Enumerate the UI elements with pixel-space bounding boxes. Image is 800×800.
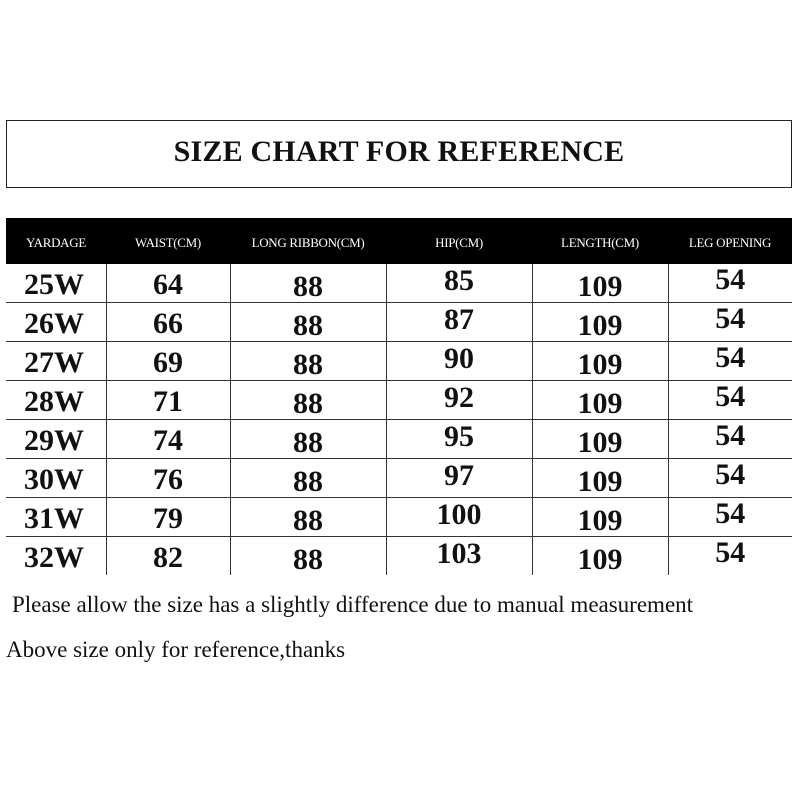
cell-waist [106, 420, 230, 459]
cell-length-value: 109 [577, 543, 623, 576]
cell-long-ribbon-value: 88 [293, 348, 323, 381]
cell-waist [106, 381, 230, 420]
cell-long-ribbon [230, 381, 386, 420]
header-leg-opening: LEG OPENING [668, 218, 792, 264]
note-reference-only: Above size only for reference,thanks [6, 637, 346, 662]
table-header [6, 218, 792, 264]
cell-length [532, 498, 668, 537]
cell-long-ribbon-value: 88 [293, 309, 323, 342]
cell-leg-opening-value: 54 [715, 458, 746, 491]
cell-leg-opening [668, 420, 792, 459]
cell-hip-value: 100 [436, 498, 482, 531]
cell-waist [106, 459, 230, 498]
note-measurement-disclaimer: Please allow the size has a slightly difference due to manual measurement [12, 592, 694, 617]
cell-hip-value: 85 [444, 264, 474, 297]
cell-yardage-value: 25W [24, 268, 84, 301]
cell-yardage [6, 498, 106, 537]
table-body [6, 264, 792, 575]
cell-yardage-value: 27W [24, 346, 84, 379]
page-title: SIZE CHART FOR REFERENCE [173, 135, 625, 168]
cell-yardage-value: 28W [24, 385, 84, 418]
cell-hip [386, 303, 532, 342]
cell-waist [106, 498, 230, 537]
cell-leg-opening-value: 54 [715, 497, 746, 530]
cell-long-ribbon-value: 88 [293, 504, 323, 537]
cell-length [532, 381, 668, 420]
cell-length [532, 342, 668, 381]
cell-waist-value: 64 [153, 268, 183, 301]
cell-waist-value: 69 [153, 346, 183, 379]
cell-yardage-value: 31W [24, 502, 84, 535]
size-chart-table [6, 218, 792, 575]
cell-long-ribbon [230, 342, 386, 381]
cell-hip [386, 498, 532, 537]
cell-waist [106, 264, 230, 303]
cell-yardage-value: 30W [24, 463, 84, 496]
cell-length-value: 109 [577, 504, 623, 537]
title-box [6, 120, 792, 188]
cell-yardage [6, 381, 106, 420]
table-row [6, 420, 792, 459]
cell-leg-opening-value: 54 [715, 302, 746, 335]
header-long-ribbon: LONG RIBBON(CM) [230, 218, 386, 264]
table-row [6, 498, 792, 537]
cell-hip-value: 87 [444, 303, 474, 336]
cell-length [532, 420, 668, 459]
cell-waist-value: 66 [153, 307, 183, 340]
cell-hip [386, 459, 532, 498]
header-hip: HIP(CM) [386, 218, 532, 264]
cell-long-ribbon-value: 88 [293, 270, 323, 303]
cell-length-value: 109 [577, 270, 623, 303]
cell-length [532, 459, 668, 498]
cell-waist-value: 82 [153, 541, 183, 574]
cell-length-value: 109 [577, 387, 623, 420]
header-length: LENGTH(CM) [532, 218, 668, 264]
header-yardage: YARDAGE [6, 218, 106, 264]
table-row [6, 342, 792, 381]
cell-length-value: 109 [577, 309, 623, 342]
cell-long-ribbon-value: 88 [293, 543, 323, 576]
table-row [6, 303, 792, 342]
cell-long-ribbon [230, 498, 386, 537]
cell-leg-opening-value: 54 [715, 380, 746, 413]
cell-hip-value: 90 [444, 342, 474, 375]
cell-yardage-value: 26W [24, 307, 84, 340]
cell-leg-opening-value: 54 [715, 341, 746, 374]
cell-leg-opening [668, 342, 792, 381]
cell-leg-opening-value: 54 [715, 419, 746, 452]
cell-yardage [6, 537, 106, 576]
header-row [6, 218, 792, 264]
cell-hip-value: 103 [436, 537, 482, 570]
cell-length [532, 537, 668, 576]
cell-leg-opening-value: 54 [715, 536, 746, 569]
cell-leg-opening [668, 498, 792, 537]
cell-hip [386, 420, 532, 459]
cell-yardage [6, 459, 106, 498]
cell-waist-value: 74 [153, 424, 183, 457]
cell-long-ribbon [230, 303, 386, 342]
cell-hip [386, 264, 532, 303]
cell-hip-value: 95 [444, 420, 474, 453]
table-row [6, 381, 792, 420]
cell-waist [106, 342, 230, 381]
cell-long-ribbon [230, 537, 386, 576]
cell-waist [106, 303, 230, 342]
cell-long-ribbon [230, 420, 386, 459]
cell-leg-opening [668, 381, 792, 420]
cell-long-ribbon-value: 88 [293, 426, 323, 459]
cell-length [532, 264, 668, 303]
cell-waist [106, 537, 230, 576]
cell-leg-opening [668, 303, 792, 342]
cell-waist-value: 71 [153, 385, 183, 418]
cell-yardage-value: 29W [24, 424, 84, 457]
table-row [6, 537, 792, 576]
cell-hip [386, 342, 532, 381]
cell-leg-opening-value: 54 [715, 263, 746, 296]
cell-hip-value: 92 [444, 381, 474, 414]
table-row [6, 459, 792, 498]
cell-leg-opening [668, 459, 792, 498]
cell-leg-opening [668, 537, 792, 576]
cell-long-ribbon-value: 88 [293, 465, 323, 498]
cell-yardage-value: 32W [24, 541, 84, 574]
cell-hip [386, 537, 532, 576]
cell-long-ribbon-value: 88 [293, 387, 323, 420]
cell-leg-opening [668, 264, 792, 303]
cell-yardage [6, 303, 106, 342]
cell-waist-value: 79 [153, 502, 183, 535]
cell-long-ribbon [230, 264, 386, 303]
cell-length-value: 109 [577, 465, 623, 498]
cell-yardage [6, 342, 106, 381]
cell-length-value: 109 [577, 348, 623, 381]
cell-yardage [6, 420, 106, 459]
header-waist: WAIST(CM) [106, 218, 230, 264]
cell-hip-value: 97 [444, 459, 474, 492]
cell-long-ribbon [230, 459, 386, 498]
cell-yardage [6, 264, 106, 303]
table-row [6, 264, 792, 303]
cell-waist-value: 76 [153, 463, 183, 496]
cell-length [532, 303, 668, 342]
cell-length-value: 109 [577, 426, 623, 459]
cell-hip [386, 381, 532, 420]
